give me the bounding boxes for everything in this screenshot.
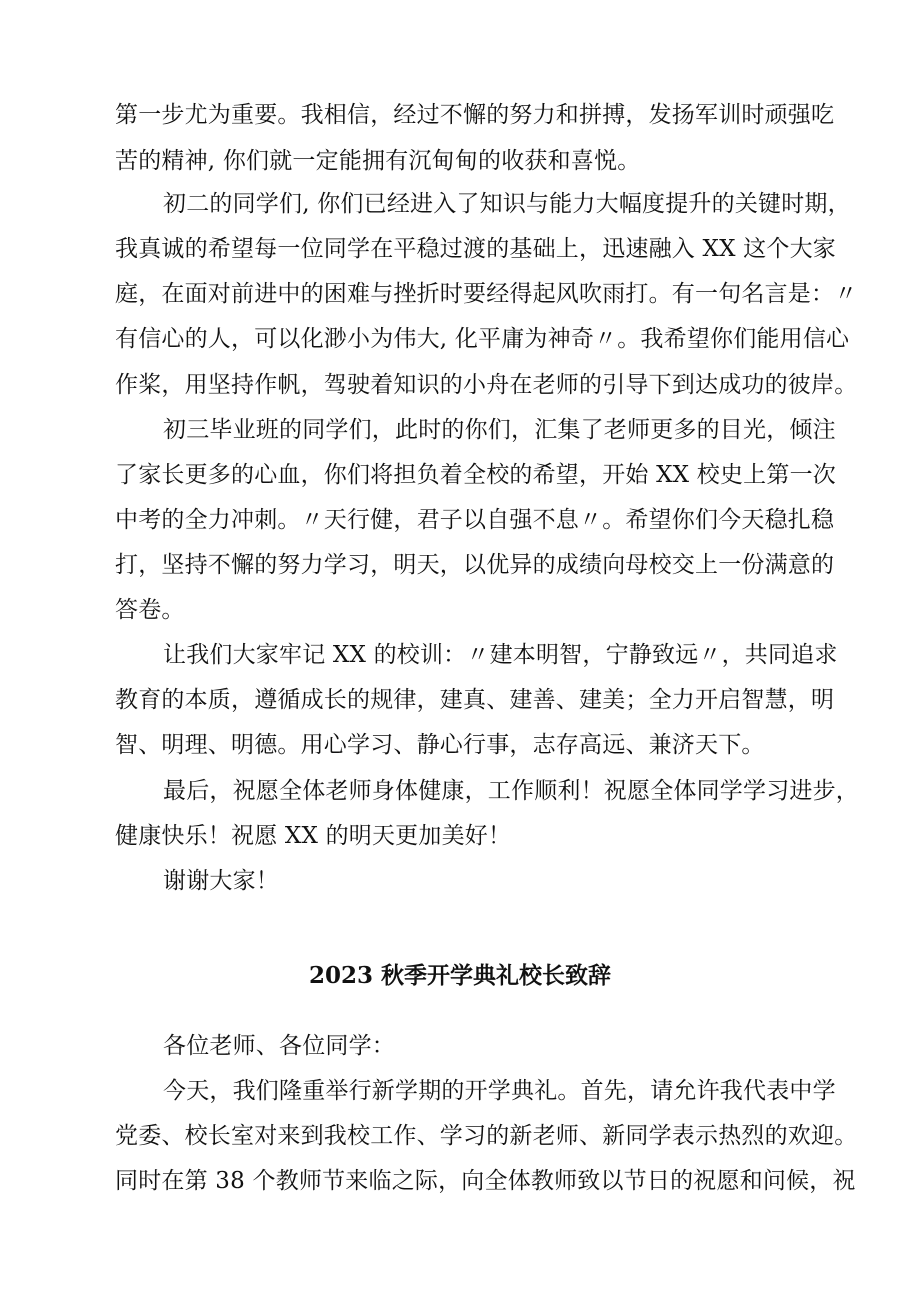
text-line: 有信心的人，可以化渺小为伟大, 化平庸为神奇〃。我希望你们能用信心 — [115, 326, 850, 352]
paragraph-first-line: 初二的同学们, 你们已经进入了知识与能力大幅度提升的关键时期， — [163, 191, 851, 217]
text-line: 了家长更多的心血，你们将担负着全校的希望，开始 XX 校史上第一次 — [115, 462, 836, 488]
text-line: 健康快乐！祝愿 XX 的明天更加美好！ — [115, 823, 512, 849]
paragraph-first-line: 初三毕业班的同学们，此时的你们，汇集了老师更多的目光，倾注 — [163, 417, 836, 443]
text-line: 第一步尤为重要。我相信，经过不懈的努力和拼搏，发扬军训时顽强吃 — [115, 102, 835, 128]
paragraph-first-line: 最后，祝愿全体老师身体健康，工作顺利！祝愿全体同学学习进步， — [163, 778, 859, 804]
text-line: 苦的精神, 你们就一定能拥有沉甸甸的收获和喜悦。 — [115, 148, 641, 174]
paragraph-first-line: 让我们大家牢记 XX 的校训：〃建本明智，宁静致远〃，共同追求 — [163, 642, 838, 668]
salutation: 各位老师、各位同学： — [163, 1033, 395, 1059]
text-line: 作桨，用坚持作帆，驾驶着知识的小舟在老师的引导下到达成功的彼岸。 — [115, 372, 858, 398]
text-line: 庭，在面对前进中的困难与挫折时要经得起风吹雨打。有一句名言是：〃 — [115, 281, 858, 307]
text-line: 我真诚的希望每一位同学在平稳过渡的基础上，迅速融入 XX 这个大家 — [115, 236, 836, 262]
paragraph-first-line: 今天，我们隆重举行新学期的开学典礼。首先，请允许我代表中学 — [163, 1078, 836, 1104]
text-line: 打，坚持不懈的努力学习，明天，以优异的成绩向母校交上一份满意的 — [115, 552, 835, 578]
text-line: 中考的全力冲刺。〃天行健，君子以自强不息〃。希望你们今天稳扎稳 — [115, 507, 835, 533]
text-line: 教育的本质，遵循成长的规律，建真、建善、建美；全力开启智慧，明 — [115, 687, 835, 713]
section-title: 2023 秋季开学典礼校长致辞 — [308, 962, 612, 989]
paragraph-first-line: 谢谢大家！ — [163, 868, 279, 894]
text-line: 同时在第 38 个教师节来临之际，向全体教师致以节日的祝愿和问候，祝 — [115, 1168, 856, 1194]
text-line: 答卷。 — [115, 597, 185, 623]
text-line: 智、明理、明德。用心学习、静心行事，志存高远、兼济天下。 — [115, 732, 765, 758]
text-line: 党委、校长室对来到我校工作、学习的新老师、新同学表示热烈的欢迎。 — [115, 1123, 858, 1149]
